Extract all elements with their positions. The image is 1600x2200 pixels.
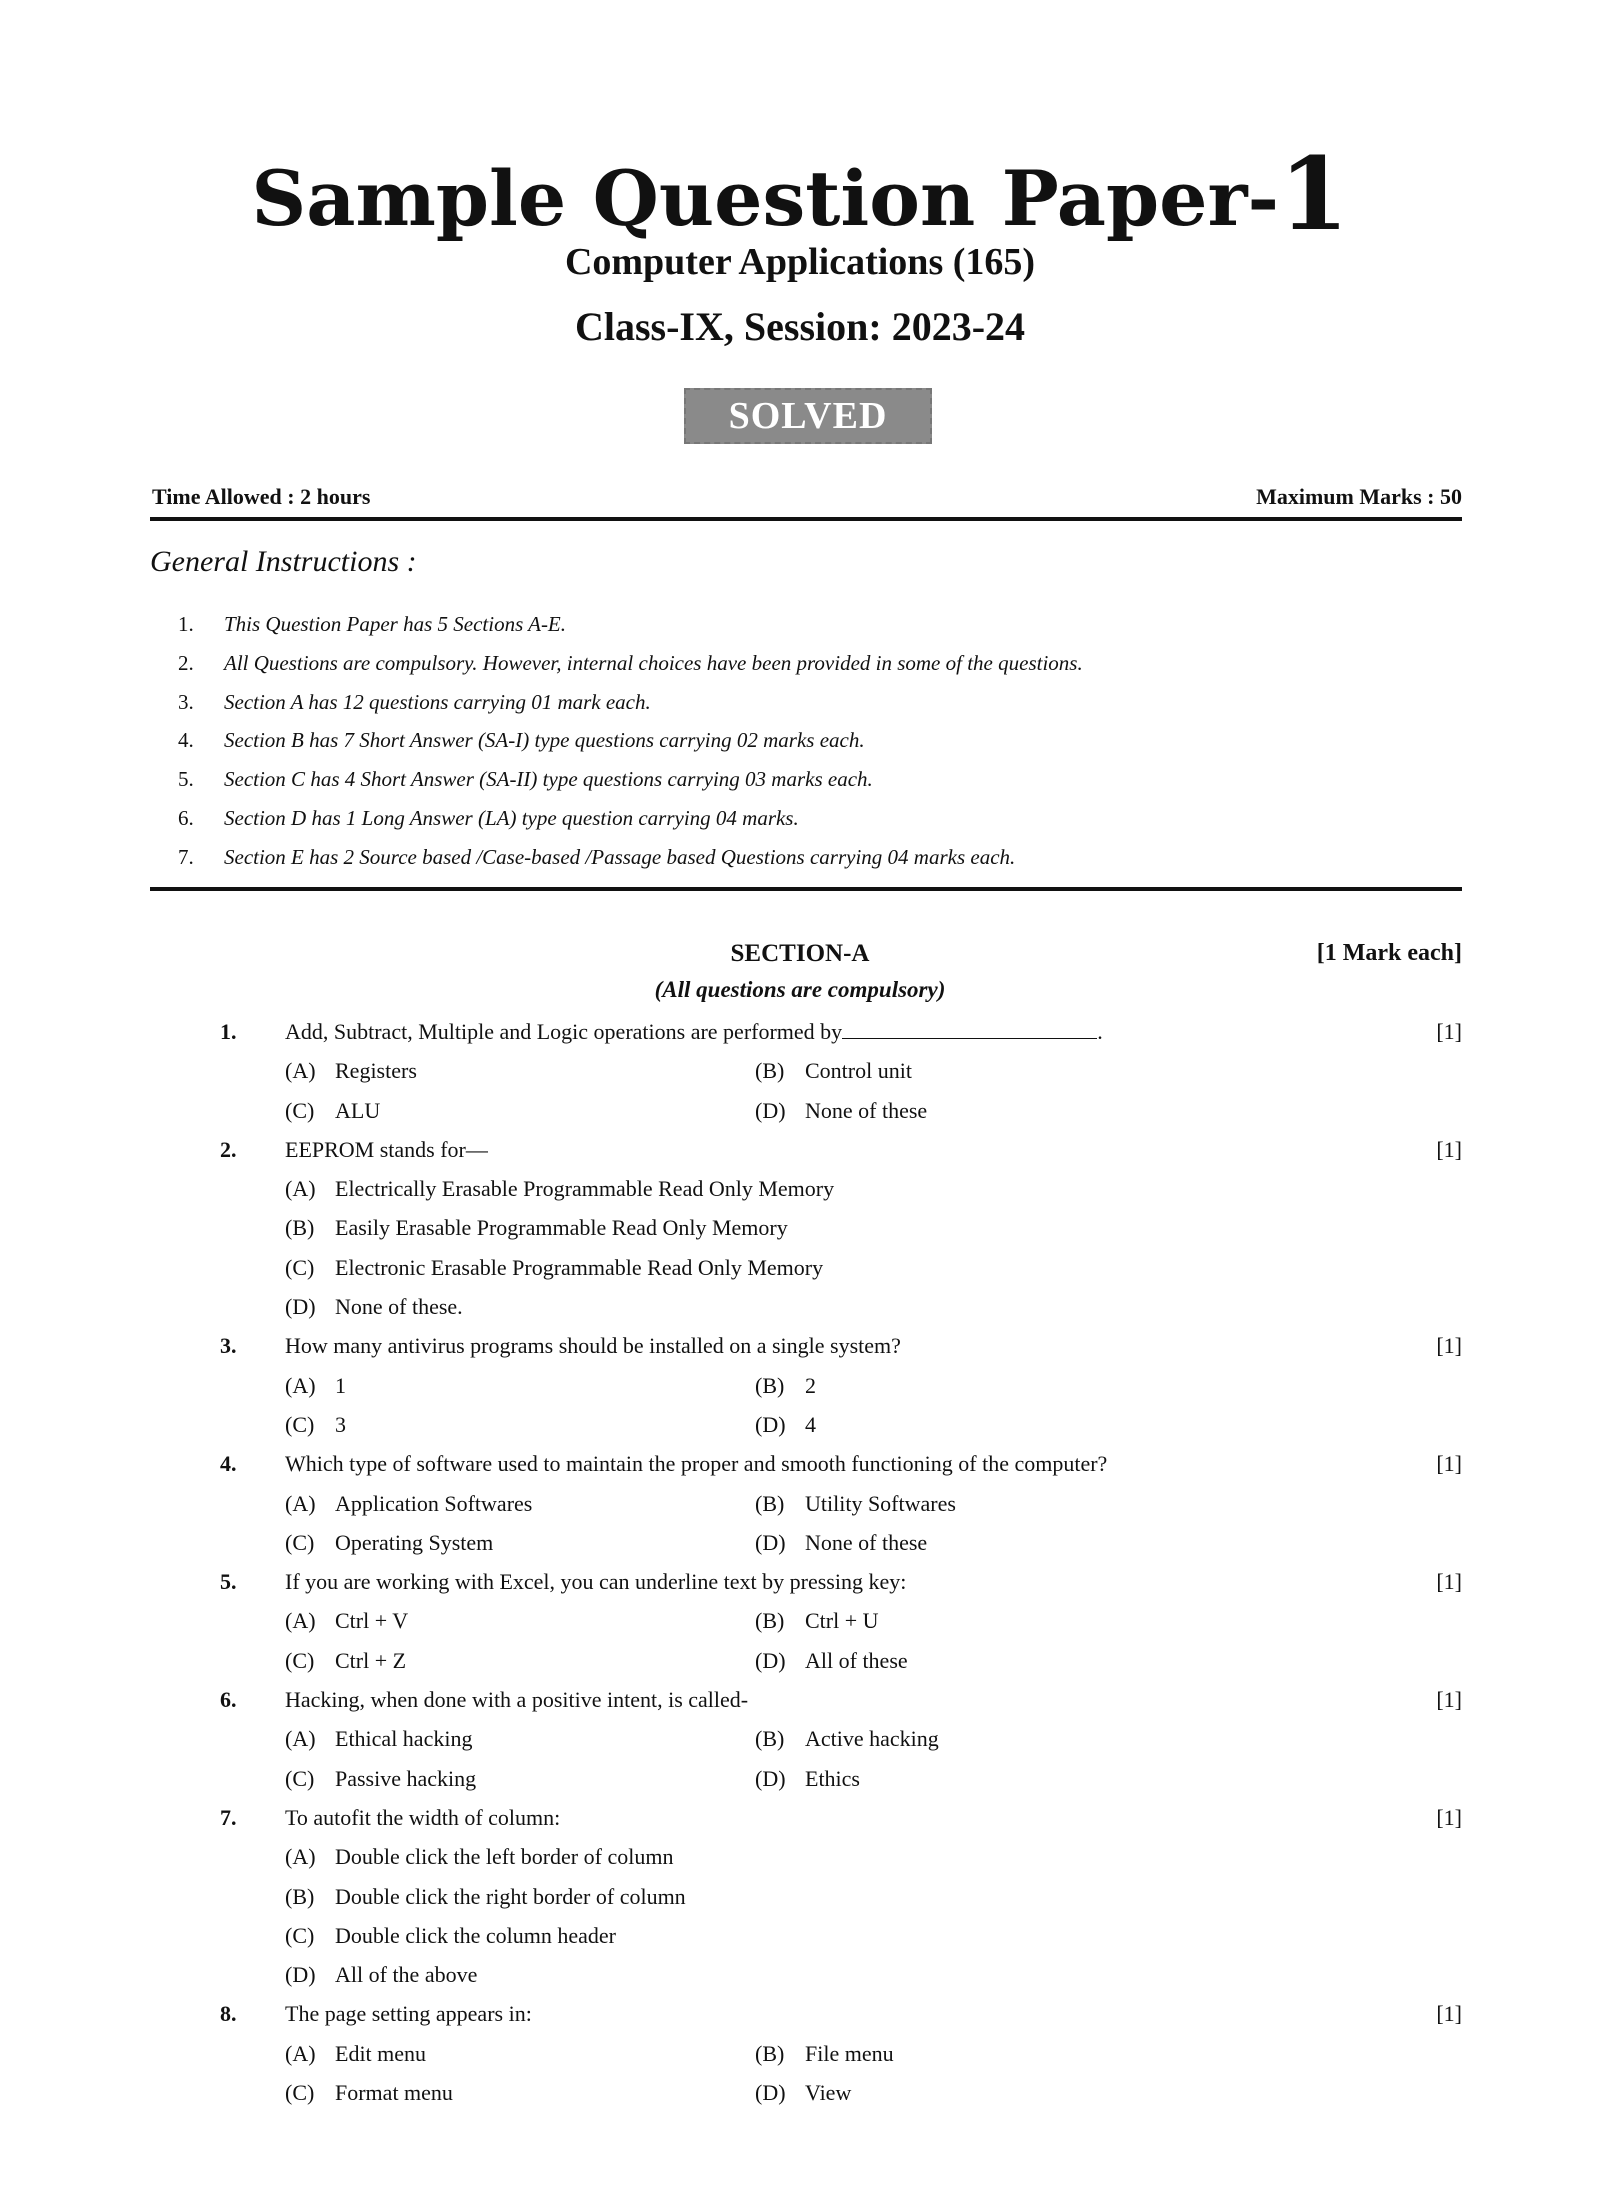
- option-label: (C): [285, 1647, 315, 1673]
- options-row: [150, 1601, 1462, 1640]
- instruction-number: 6.: [178, 805, 194, 830]
- instruction-item: [178, 644, 1083, 683]
- option-label: (D): [285, 1294, 316, 1320]
- question-mark: [1]: [1436, 2001, 1462, 2027]
- instructions-list: [178, 605, 1083, 877]
- option-label: (C): [285, 1529, 315, 1555]
- option-label: (B): [755, 1490, 785, 1516]
- option: [285, 1719, 472, 1758]
- option-label: (D): [755, 1529, 786, 1555]
- option-label: (C): [285, 2080, 315, 2106]
- instruction-text: Section C has 4 Short Answer (SA-II) type questions carrying 03 marks each.: [224, 767, 873, 792]
- question-mark: [1]: [1436, 1569, 1462, 1595]
- option-text: 1: [335, 1372, 346, 1398]
- question-text: If you are working with Excel, you can underline text by pressing key:: [285, 1569, 907, 1595]
- instruction-number: 2.: [178, 650, 194, 675]
- question-number: 2.: [220, 1136, 237, 1162]
- question-row: [150, 1680, 1462, 1719]
- solved-badge: SOLVED: [684, 388, 932, 444]
- option-label: (A): [285, 1726, 316, 1752]
- question-number: 7.: [220, 1804, 237, 1830]
- question-mark: [1]: [1436, 1019, 1462, 1044]
- question-row: [150, 1562, 1462, 1601]
- question-mark: [1]: [1436, 1333, 1462, 1359]
- question-text: To autofit the width of column:: [285, 1804, 561, 1830]
- option-label: (A): [285, 1490, 316, 1516]
- instruction-number: 4.: [178, 728, 194, 753]
- option-text: None of these: [805, 1097, 928, 1123]
- option-text: 2: [805, 1372, 816, 1398]
- option-label: (A): [285, 1176, 316, 1202]
- instruction-item: [178, 683, 1083, 722]
- question-text: Hacking, when done with a positive intent, is called-: [285, 1687, 749, 1713]
- instruction-text: Section B has 7 Short Answer (SA-I) type questions carrying 02 marks each.: [224, 728, 865, 753]
- question-number: 3.: [220, 1333, 237, 1359]
- option-label: (D): [755, 1097, 786, 1123]
- option: [285, 1523, 493, 1562]
- question-mark: [1]: [1436, 1687, 1462, 1713]
- instruction-item: [178, 838, 1083, 877]
- option-text: Electrically Erasable Programmable Read Only Memory: [335, 1176, 835, 1202]
- instruction-number: 3.: [178, 689, 194, 714]
- option-text: Edit menu: [335, 2040, 427, 2066]
- option: [755, 1484, 956, 1523]
- option-text: 3: [335, 1411, 346, 1437]
- question-text: Which type of software used to maintain the proper and smooth functioning of the computer?: [285, 1451, 1108, 1477]
- option-text: None of these.: [335, 1294, 463, 1320]
- instruction-item: [178, 721, 1083, 760]
- option-text: Ctrl + U: [805, 1608, 879, 1634]
- option: [285, 1877, 686, 1916]
- instruction-number: 7.: [178, 844, 194, 869]
- option: [285, 1916, 616, 1955]
- option-label: (C): [285, 1411, 315, 1437]
- question-mark: [1]: [1436, 1136, 1462, 1162]
- option: [285, 2073, 453, 2112]
- option-text: None of these: [805, 1529, 928, 1555]
- option-text: ALU: [335, 1097, 381, 1123]
- option: [285, 1169, 834, 1208]
- option: [285, 2034, 426, 2073]
- options-row: [150, 1287, 1462, 1326]
- question-row: [150, 1798, 1462, 1837]
- question-text: How many antivirus programs should be installed on a single system?: [285, 1333, 901, 1359]
- option: [285, 1051, 417, 1090]
- options-row: [150, 1248, 1462, 1287]
- option-text: All of these: [805, 1647, 908, 1673]
- question-number: 4.: [220, 1451, 237, 1477]
- option: [755, 1405, 816, 1444]
- options-row: [150, 1051, 1462, 1090]
- option-text: Format menu: [335, 2080, 453, 2106]
- option-label: (D): [755, 1647, 786, 1673]
- options-row: [150, 1955, 1462, 1994]
- option-text: Control unit: [805, 1058, 912, 1084]
- instruction-item: [178, 605, 1083, 644]
- instruction-item: [178, 760, 1083, 799]
- question-text: The page setting appears in:: [285, 2001, 532, 2027]
- option-text: Double click the left border of column: [335, 1844, 674, 1870]
- option-text: Ctrl + V: [335, 1608, 409, 1634]
- option-text: Ethical hacking: [335, 1726, 473, 1752]
- question-number: 6.: [220, 1687, 237, 1713]
- subject-heading: Computer Applications (165): [564, 241, 1036, 283]
- option-label: (A): [285, 1058, 316, 1084]
- options-row: [150, 1523, 1462, 1562]
- option: [755, 1719, 939, 1758]
- instruction-text: Section A has 12 questions carrying 01 mark each.: [224, 689, 651, 714]
- question-number: 1.: [220, 1019, 237, 1044]
- option-text: Double click the column header: [335, 1922, 617, 1948]
- option: [285, 1484, 532, 1523]
- option-text: Operating System: [335, 1529, 494, 1555]
- question-row: [150, 1994, 1462, 2033]
- option-label: (A): [285, 1844, 316, 1870]
- option: [285, 1287, 463, 1326]
- instructions-title: General Instructions :: [150, 545, 417, 578]
- question-number: 5.: [220, 1569, 237, 1595]
- option: [285, 1837, 673, 1876]
- question-text: EEPROM stands for—: [285, 1136, 488, 1162]
- option-label: (B): [285, 1883, 315, 1909]
- option: [755, 1601, 879, 1640]
- divider: [150, 517, 1462, 521]
- option: [285, 1208, 788, 1247]
- option-label: (A): [285, 1608, 316, 1634]
- question-row: [150, 1326, 1462, 1365]
- option-label: (C): [285, 1922, 315, 1948]
- paper-number: 1: [1279, 135, 1349, 253]
- option-text: 4: [805, 1411, 816, 1437]
- options-row: [150, 1405, 1462, 1444]
- option: [285, 1405, 346, 1444]
- divider: [150, 887, 1462, 891]
- section-marks: [1 Mark each]: [1316, 940, 1462, 966]
- section-title: SECTION-A: [730, 940, 870, 967]
- question-number: 8.: [220, 2001, 237, 2027]
- option-label: (B): [755, 2040, 785, 2066]
- question-row: [150, 1012, 1462, 1051]
- instruction-text: All Questions are compulsory. However, internal choices have been provided in some of the questions.: [224, 650, 1083, 675]
- option-label: (D): [755, 1765, 786, 1791]
- instruction-text: Section E has 2 Source based /Case-based /Passage based Questions carrying 04 marks each.: [224, 844, 1016, 869]
- options-row: [150, 1366, 1462, 1405]
- paper-title-text: Sample Question Paper-: [251, 154, 1280, 243]
- questions-list: [150, 1012, 1462, 2112]
- question-suffix: .: [1097, 1019, 1103, 1044]
- option: [755, 1523, 927, 1562]
- option-label: (C): [285, 1254, 315, 1280]
- instruction-text: Section D has 1 Long Answer (LA) type question carrying 04 marks.: [224, 805, 799, 830]
- option: [285, 1641, 406, 1680]
- options-row: [150, 1877, 1462, 1916]
- options-row: [150, 1641, 1462, 1680]
- option-text: File menu: [805, 2040, 894, 2066]
- option-label: (C): [285, 1765, 315, 1791]
- option: [755, 2073, 851, 2112]
- question-text-body: Add, Subtract, Multiple and Logic operations are performed by: [285, 1019, 843, 1044]
- option-label: (B): [755, 1726, 785, 1752]
- paper-title: [0, 135, 1600, 253]
- option-text: Electronic Erasable Programmable Read Only Memory: [335, 1254, 824, 1280]
- options-row: [150, 1208, 1462, 1247]
- options-row: [150, 1837, 1462, 1876]
- option-label: (D): [285, 1962, 316, 1988]
- option-text: All of the above: [335, 1962, 478, 1988]
- option-label: (D): [755, 1411, 786, 1437]
- option-text: Double click the right border of column: [335, 1883, 686, 1909]
- time-allowed: Time Allowed : 2 hours: [152, 484, 371, 509]
- option: [755, 2034, 894, 2073]
- option-label: (B): [755, 1372, 785, 1398]
- options-row: [150, 1719, 1462, 1758]
- question-mark: [1]: [1436, 1804, 1462, 1830]
- maximum-marks: Maximum Marks : 50: [1256, 484, 1462, 509]
- option: [285, 1091, 380, 1130]
- option: [285, 1955, 477, 1994]
- option-text: View: [805, 2080, 852, 2106]
- options-row: [150, 1916, 1462, 1955]
- options-row: [150, 1484, 1462, 1523]
- instruction-item: [178, 799, 1083, 838]
- question-text: [285, 1012, 1103, 1051]
- option-label: (B): [285, 1215, 315, 1241]
- option: [755, 1366, 816, 1405]
- option: [755, 1051, 912, 1090]
- option-label: (B): [755, 1058, 785, 1084]
- option-label: (A): [285, 1372, 316, 1398]
- instruction-number: 5.: [178, 767, 194, 792]
- option-text: Utility Softwares: [805, 1490, 956, 1516]
- question-row: [150, 1130, 1462, 1169]
- section-subtitle: (All questions are compulsory): [654, 977, 946, 1002]
- option-label: (D): [755, 2080, 786, 2106]
- option: [755, 1091, 927, 1130]
- question-mark: [1]: [1436, 1451, 1462, 1477]
- options-row: [150, 2073, 1462, 2112]
- answer-blank: [842, 1020, 1097, 1039]
- option-text: Registers: [335, 1058, 417, 1084]
- option-text: Passive hacking: [335, 1765, 477, 1791]
- question-row: [150, 1444, 1462, 1483]
- options-row: [150, 1091, 1462, 1130]
- option: [755, 1759, 860, 1798]
- option-label: (C): [285, 1097, 315, 1123]
- class-session-heading: Class-IX, Session: 2023-24: [574, 304, 1026, 349]
- option-label: (A): [285, 2040, 316, 2066]
- option: [285, 1248, 823, 1287]
- option-label: (B): [755, 1608, 785, 1634]
- instruction-text: This Question Paper has 5 Sections A-E.: [224, 612, 567, 636]
- option-text: Ethics: [805, 1765, 860, 1791]
- options-row: [150, 2034, 1462, 2073]
- option-text: Application Softwares: [335, 1490, 533, 1516]
- option: [285, 1366, 346, 1405]
- option-text: Ctrl + Z: [335, 1647, 407, 1673]
- option: [285, 1759, 476, 1798]
- option: [285, 1601, 408, 1640]
- option: [755, 1641, 908, 1680]
- option-text: Easily Erasable Programmable Read Only Memory: [335, 1215, 788, 1241]
- instruction-number: 1.: [178, 612, 194, 636]
- options-row: [150, 1759, 1462, 1798]
- options-row: [150, 1169, 1462, 1208]
- option-text: Active hacking: [805, 1726, 939, 1752]
